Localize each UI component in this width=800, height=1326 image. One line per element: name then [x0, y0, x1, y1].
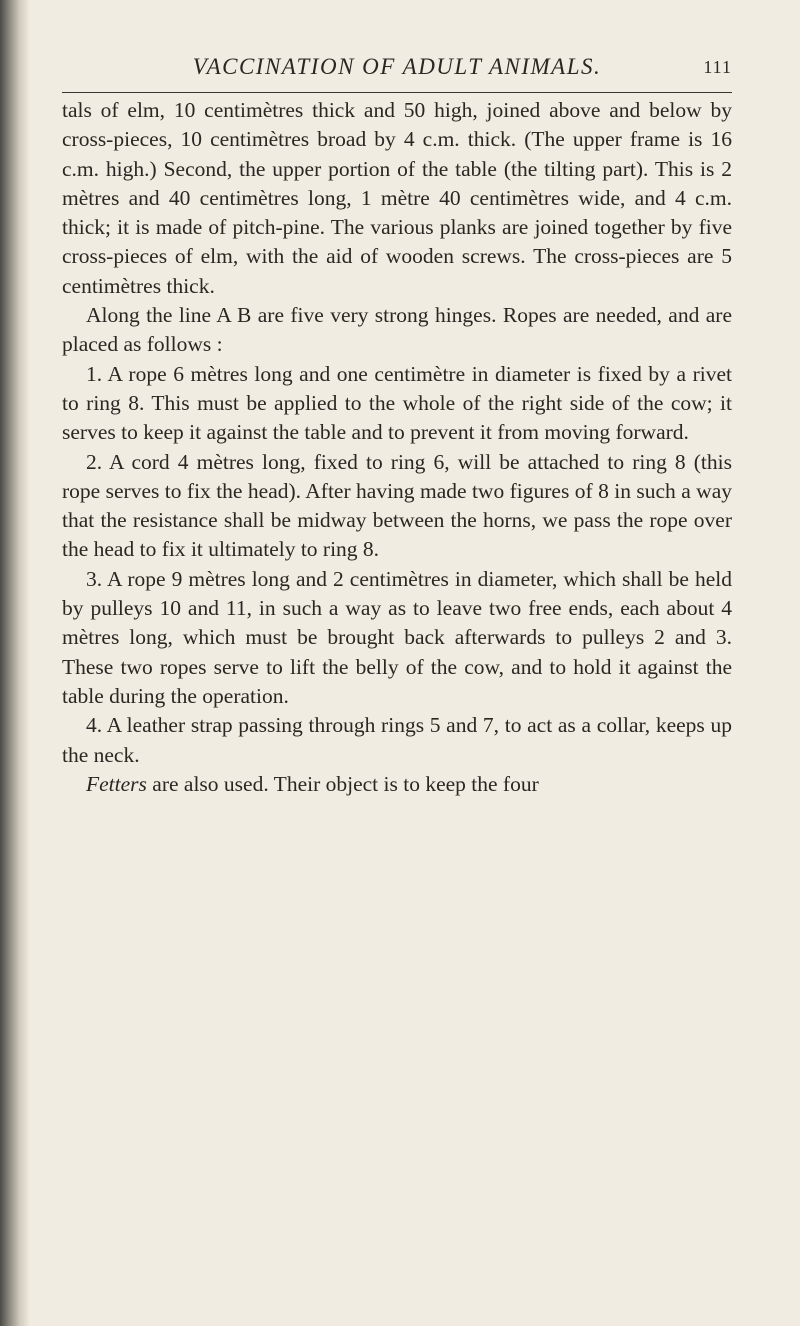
paragraph-continued: tals of elm, 10 centimètres thick and 50 high, joined above and below by cross-pieces, 10 centimètres broad by 4 c.m. thick. (The upper frame is 16 c.m. high.) Second, the upper portion of the table (the tilting part). This is 2 mètres and 40 centimètres long, 1 mètre 40 centimètres wide, and 4 c.m. thick; it is made of pitch-pine. The various planks are joined together by five cross-pieces of elm, with the aid of wooden screws. The cross-pieces are 5 centimètres thick.: [62, 98, 732, 298]
running-title: VACCINATION OF ADULT ANIMALS.: [192, 54, 602, 79]
paragraph-rope-3: 3. A rope 9 mètres long and 2 centimètres in diameter, which shall be held by pulleys 10 and 11, in such a way as to leave two free ends, each about 4 mètres long, which must be brought back afterwards to pulleys 2 and 3. These two ropes serve to lift the belly of the cow, and to hold it against the table during the operation.: [62, 566, 732, 708]
page-number: 111: [703, 57, 732, 77]
fetters-text: are also used. Their object is to keep the four: [146, 771, 539, 796]
paragraph-strap-4: 4. A leather strap passing through rings 5 and 7, to act as a collar, keeps up the neck.: [62, 713, 732, 767]
paragraph-rope-1: 1. A rope 6 mètres long and one centimètre in diameter is fixed by a rivet to ring 8. This must be applied to the whole of the right side of the cow; it serves to keep it against the table and to prevent it from moving forward.: [62, 361, 732, 445]
fetters-italic-term: Fetters: [86, 771, 147, 796]
paragraph-cord-2: 2. A cord 4 mètres long, fixed to ring 6, will be attached to ring 8 (this rope serves to fix the head). After having made two figures of 8 in such a way that the resistance shall be midway between the horns, we pass the rope over the head to fix it ultimately to ring 8.: [62, 449, 732, 562]
paragraph-hinges: Along the line A B are five very strong hinges. Ropes are needed, and are placed as follows :: [62, 303, 732, 357]
body-text: [62, 96, 732, 799]
paragraph-fetters: [62, 770, 732, 799]
book-binding-shadow: [0, 0, 30, 1326]
book-page: [62, 44, 732, 799]
running-head: [62, 44, 732, 84]
header-rule: [62, 92, 732, 93]
